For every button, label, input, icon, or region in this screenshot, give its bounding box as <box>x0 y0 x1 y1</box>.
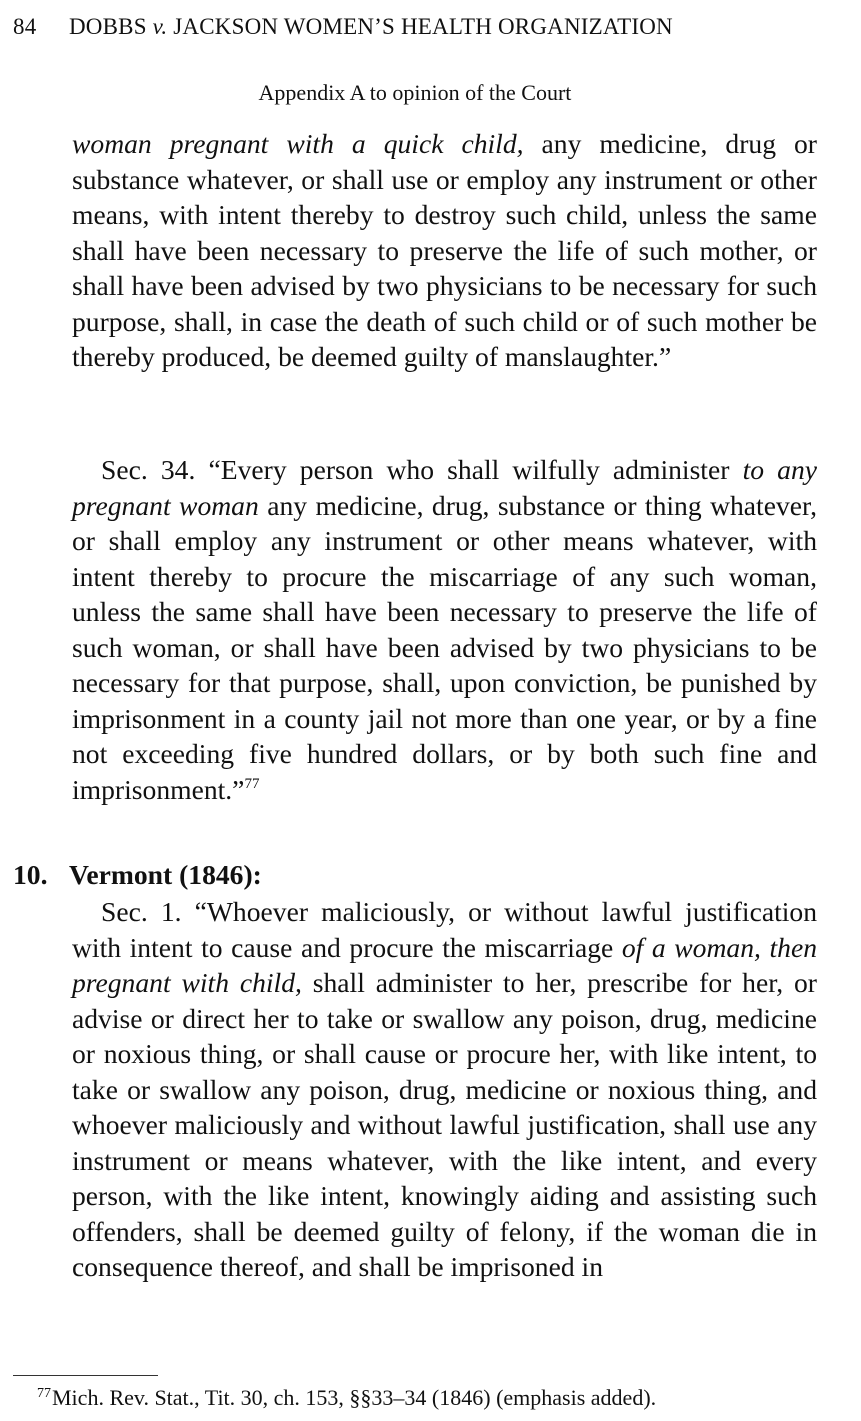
vermont-heading <box>13 857 262 893</box>
vermont-section-1-paragraph <box>72 894 817 1285</box>
continued-text: any medicine, drug or substance whatever, or shall use or employ any instrument or other means, with intent thereby to destroy such child, unless the same shall have been necessary to preserve the life of such mother, or shall have been advised by two physicians to be necessary for such purpose, shall, in case the death of such child or of such mother be thereby produced, be deemed guilty of manslaughter.” <box>72 128 817 372</box>
footnote-number: 77 <box>37 1386 51 1401</box>
footnote-text: Mich. Rev. Stat., Tit. 30, ch. 153, §§33–34 (1846) (emphasis added). <box>52 1385 657 1410</box>
vermont-heading-title: Vermont (1846): <box>69 859 262 890</box>
section-34-italic: to any pregnant woman <box>72 454 818 521</box>
footnote <box>37 1384 837 1412</box>
case-title-part1: DOBBS <box>69 14 147 39</box>
case-title-versus: v. <box>152 14 168 39</box>
vermont-section-1-italic: of a woman, then pregnant with child, <box>72 931 817 998</box>
footnote-reference[interactable]: 77 <box>244 775 260 792</box>
case-title-part2: JACKSON WOMEN’S HEALTH ORGANIZATION <box>173 14 673 39</box>
vermont-section-1-text: shall administer to her, prescribe for her, or advise or direct her to take or swallow any poison, drug, medicine or noxious thing, or shall cause or procure her, with like intent, to take or swallow any poison, drug, medicine or noxious thing, and whoever maliciously and without lawful justification, shall use any instrument or means whatever, with the like intent, and every person, with the like intent, knowingly aiding and assisting such offenders, shall be deemed guilty of felony, if the woman die in consequence thereof, and shall be imprisoned in <box>72 967 817 1282</box>
vermont-section-1-lead: Sec. 1. “Whoever maliciously, or without lawful justification with intent to cause and procure the miscarriage <box>72 896 817 963</box>
section-34-lead: Sec. 34. “Every person who shall wilfully administer <box>101 454 743 485</box>
footnote-divider <box>13 1375 158 1376</box>
section-34-paragraph <box>72 452 817 807</box>
vermont-heading-number: 10. <box>13 859 48 890</box>
section-34-text: any medicine, drug, substance or thing whatever, or shall employ any instrument or other means whatever, with intent thereby to procure the miscarriage of any such woman, unless the same shall have been necessary to preserve the life of such woman, or shall have been advised by two physicians to be necessary for that purpose, shall, upon conviction, be punished by imprisonment in a county jail not more than one year, or by a fine not exceeding five hundred dollars, or by both such fine and imprisonment.” <box>72 489 817 805</box>
appendix-label: Appendix A to opinion of the Court <box>258 80 572 105</box>
running-head <box>13 12 843 42</box>
continued-paragraph <box>72 126 817 375</box>
continued-italic-lead: woman pregnant with a quick child, <box>72 128 524 159</box>
page-number: 84 <box>13 14 37 39</box>
